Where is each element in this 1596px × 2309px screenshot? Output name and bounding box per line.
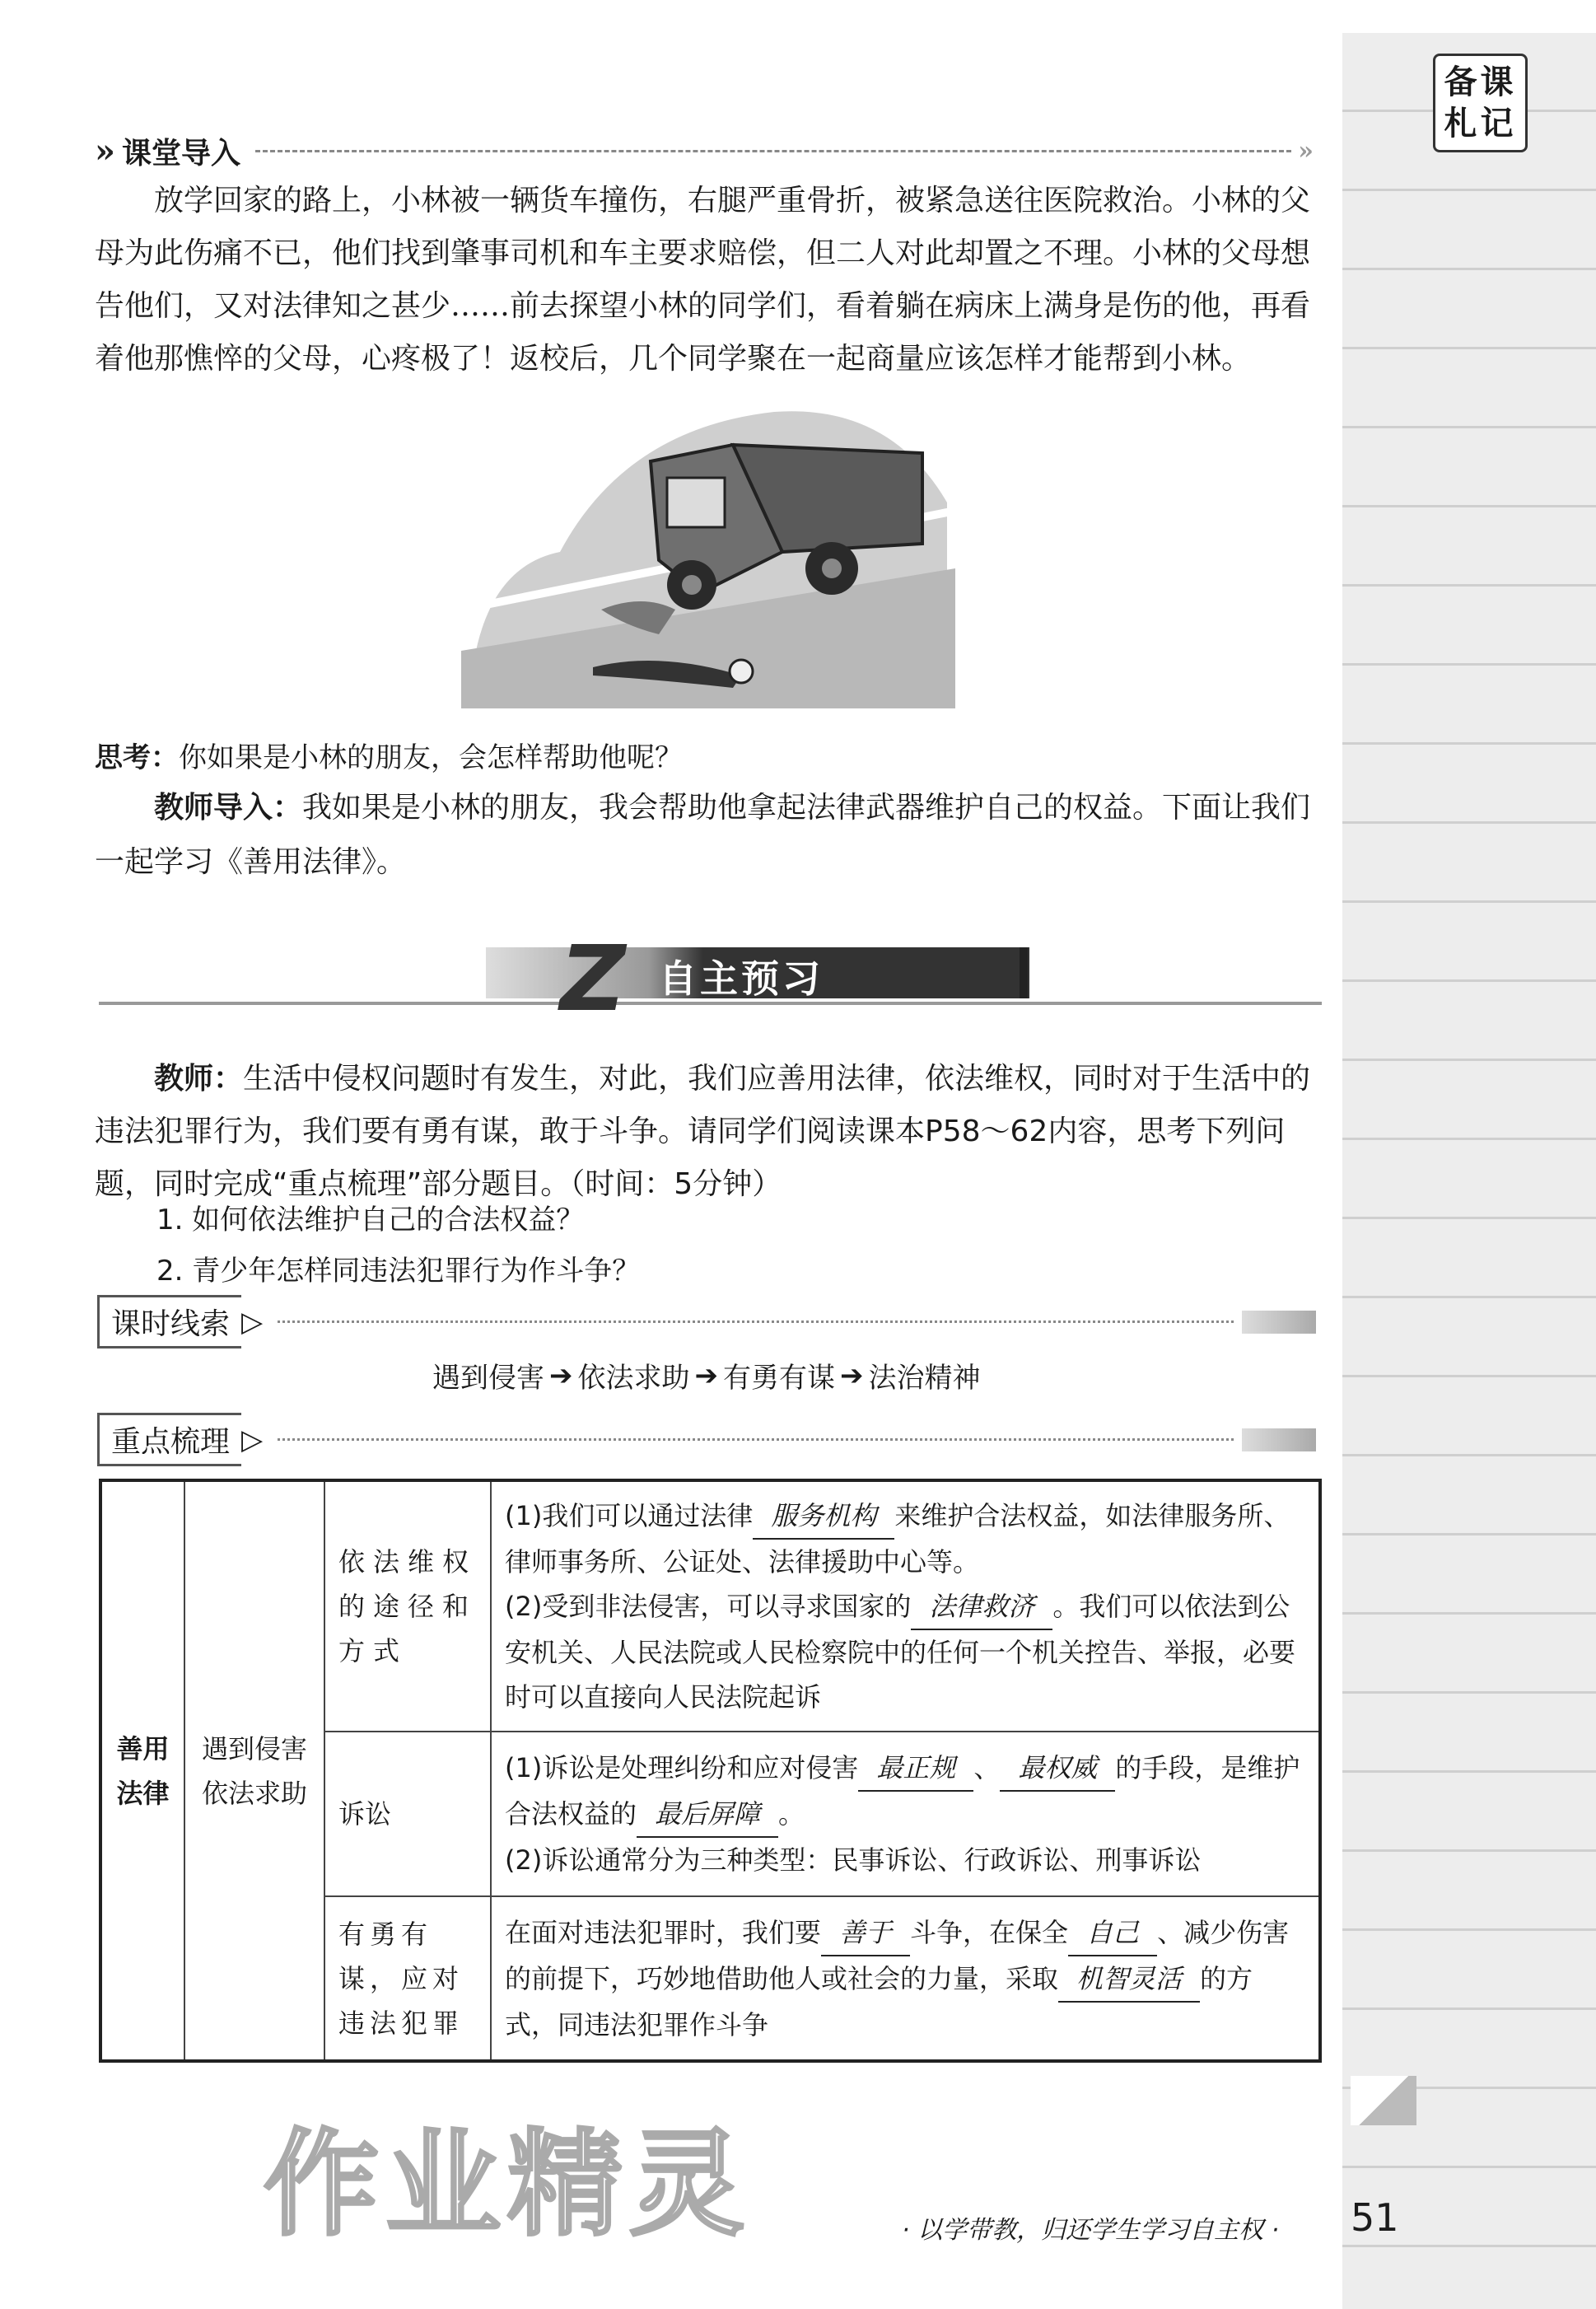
accident-illustration (461, 404, 955, 708)
teacher-intro (95, 781, 1322, 890)
clue-step: 遇到侵害 (432, 1362, 544, 1395)
page-number: 51 (1351, 2195, 1399, 2240)
section-banner (99, 926, 1322, 1031)
answer-blank: 善于 (821, 1910, 910, 1956)
review-tag: 重点梳理 (97, 1413, 241, 1466)
clue-step: 依法求助 (577, 1362, 690, 1395)
answer-blank: 机智灵活 (1058, 1956, 1200, 2003)
question-list (156, 1194, 640, 1297)
arrow-icon: ➔ (694, 1358, 718, 1392)
cell-content: (1)诉讼是处理纠纷和应对侵害 最正规 、 最权威 的手段，是维护合法权益的 最后屏障 。 (2)诉讼通常分为三种类型：民事诉讼、行政诉讼、刑事诉讼 (491, 1732, 1320, 1896)
clue-header: 课时线索 ▷ (97, 1295, 1316, 1348)
think-line (95, 731, 1322, 784)
cell-label: 有勇有谋，应对违法犯罪 (324, 1896, 491, 2061)
review-header: 重点梳理 ▷ (97, 1413, 1316, 1466)
answer-blank: 法律救济 (911, 1584, 1052, 1630)
arrow-icon: ➔ (840, 1358, 864, 1392)
cell-subtopic: 遇到侵害依法求助 (184, 1480, 324, 2061)
clue-step: 有勇有谋 (723, 1362, 835, 1395)
answer-blank: 最正规 (858, 1746, 973, 1792)
cell-label: 依法维权的途径和方式 (324, 1480, 491, 1732)
think-text: 你如果是小林的朋友，会怎样帮助他呢？ (179, 741, 683, 774)
teacher-text: 生活中侵权问题时有发生，对此，我们应善用法律，依法维权，同时对于生活中的违法犯罪行为，我们要有勇有谋，敢于斗争。请同学们阅读课本P58～62内容，思考下列问题，同时完成“重点梳理”部分题目。（时间：5分钟） (95, 1062, 1311, 1201)
answer-blank: 服务机构 (753, 1493, 894, 1540)
question-1: 1. 如何依法维护自己的合法权益？ (156, 1204, 585, 1236)
teacher-label: 教师： (154, 1062, 244, 1096)
teacher-paragraph (95, 1053, 1322, 1211)
clue-tag: 课时线索 (97, 1295, 241, 1348)
review-table (99, 1479, 1322, 2063)
clue-flow (432, 1355, 981, 1395)
page-corner (1351, 2076, 1416, 2125)
intro-paragraph: 放学回家的路上，小林被一辆货车撞伤，右腿严重骨折，被紧急送往医院救治。小林的父母为此伤痛不已，他们找到肇事司机和车主要求赔偿，但二人对此却置之不理。小林的父母想告他们，又对法律知之甚少……前去探望小林的同学们，看着躺在病床上满身是伤的他，再看着他那憔悴的父母，心疼极了！返校后，几个同学聚在一起商量应该怎样才能帮到小林。 (95, 184, 1311, 376)
banner-letter: Z (560, 926, 626, 1031)
cell-content: 在面对违法犯罪时，我们要 善于 斗争，在保全 自己 、减少伤害的前提下，巧妙地借助他人或社会的力量，采取 机智灵活 的方式，同违法犯罪作斗争 (491, 1896, 1320, 2061)
answer-blank: 最权威 (1000, 1746, 1115, 1792)
think-label: 思考： (95, 741, 179, 774)
intro-heading: 课堂导入 (122, 136, 241, 171)
cell-main-topic: 善用法律 (100, 1480, 184, 2061)
arrow-icon: ➔ (549, 1358, 573, 1392)
answer-blank: 自己 (1068, 1910, 1157, 1956)
notes-tag: 备课札记 (1433, 54, 1528, 152)
teacher-intro-text: 我如果是小林的朋友，我会帮助他拿起法律武器维护自己的权益。下面让我们一起学习《善用法律》。 (95, 791, 1311, 879)
divider (255, 150, 1291, 152)
intro-header (95, 130, 1314, 172)
clue-step: 法治精神 (868, 1362, 981, 1395)
question-2: 2. 青少年怎样同违法犯罪行为作斗争？ (156, 1255, 641, 1288)
chevron-icon: » (1298, 137, 1314, 166)
cell-label: 诉讼 (324, 1732, 491, 1896)
teacher-intro-label: 教师导入： (154, 791, 303, 825)
notes-column (1342, 33, 1596, 2309)
double-chevron-icon: » (95, 132, 115, 171)
watermark: 作业精灵 (264, 2118, 752, 2252)
footer-slogan: · 以学带教，归还学生学习自主权 · (902, 2216, 1280, 2245)
answer-blank: 最后屏障 (637, 1792, 778, 1838)
cell-content: (1)我们可以通过法律 服务机构 来维护合法权益，如法律服务所、律师事务所、公证处、法律援助中心等。 (2)受到非法侵害，可以寻求国家的 法律救济 。我们可以依法到公安机关、人民法院或人民检察院中的任何一个机关控告、举报，必要时可以直接向人民法院起诉 (491, 1480, 1320, 1732)
banner-title: 自主预习 (659, 956, 824, 1001)
